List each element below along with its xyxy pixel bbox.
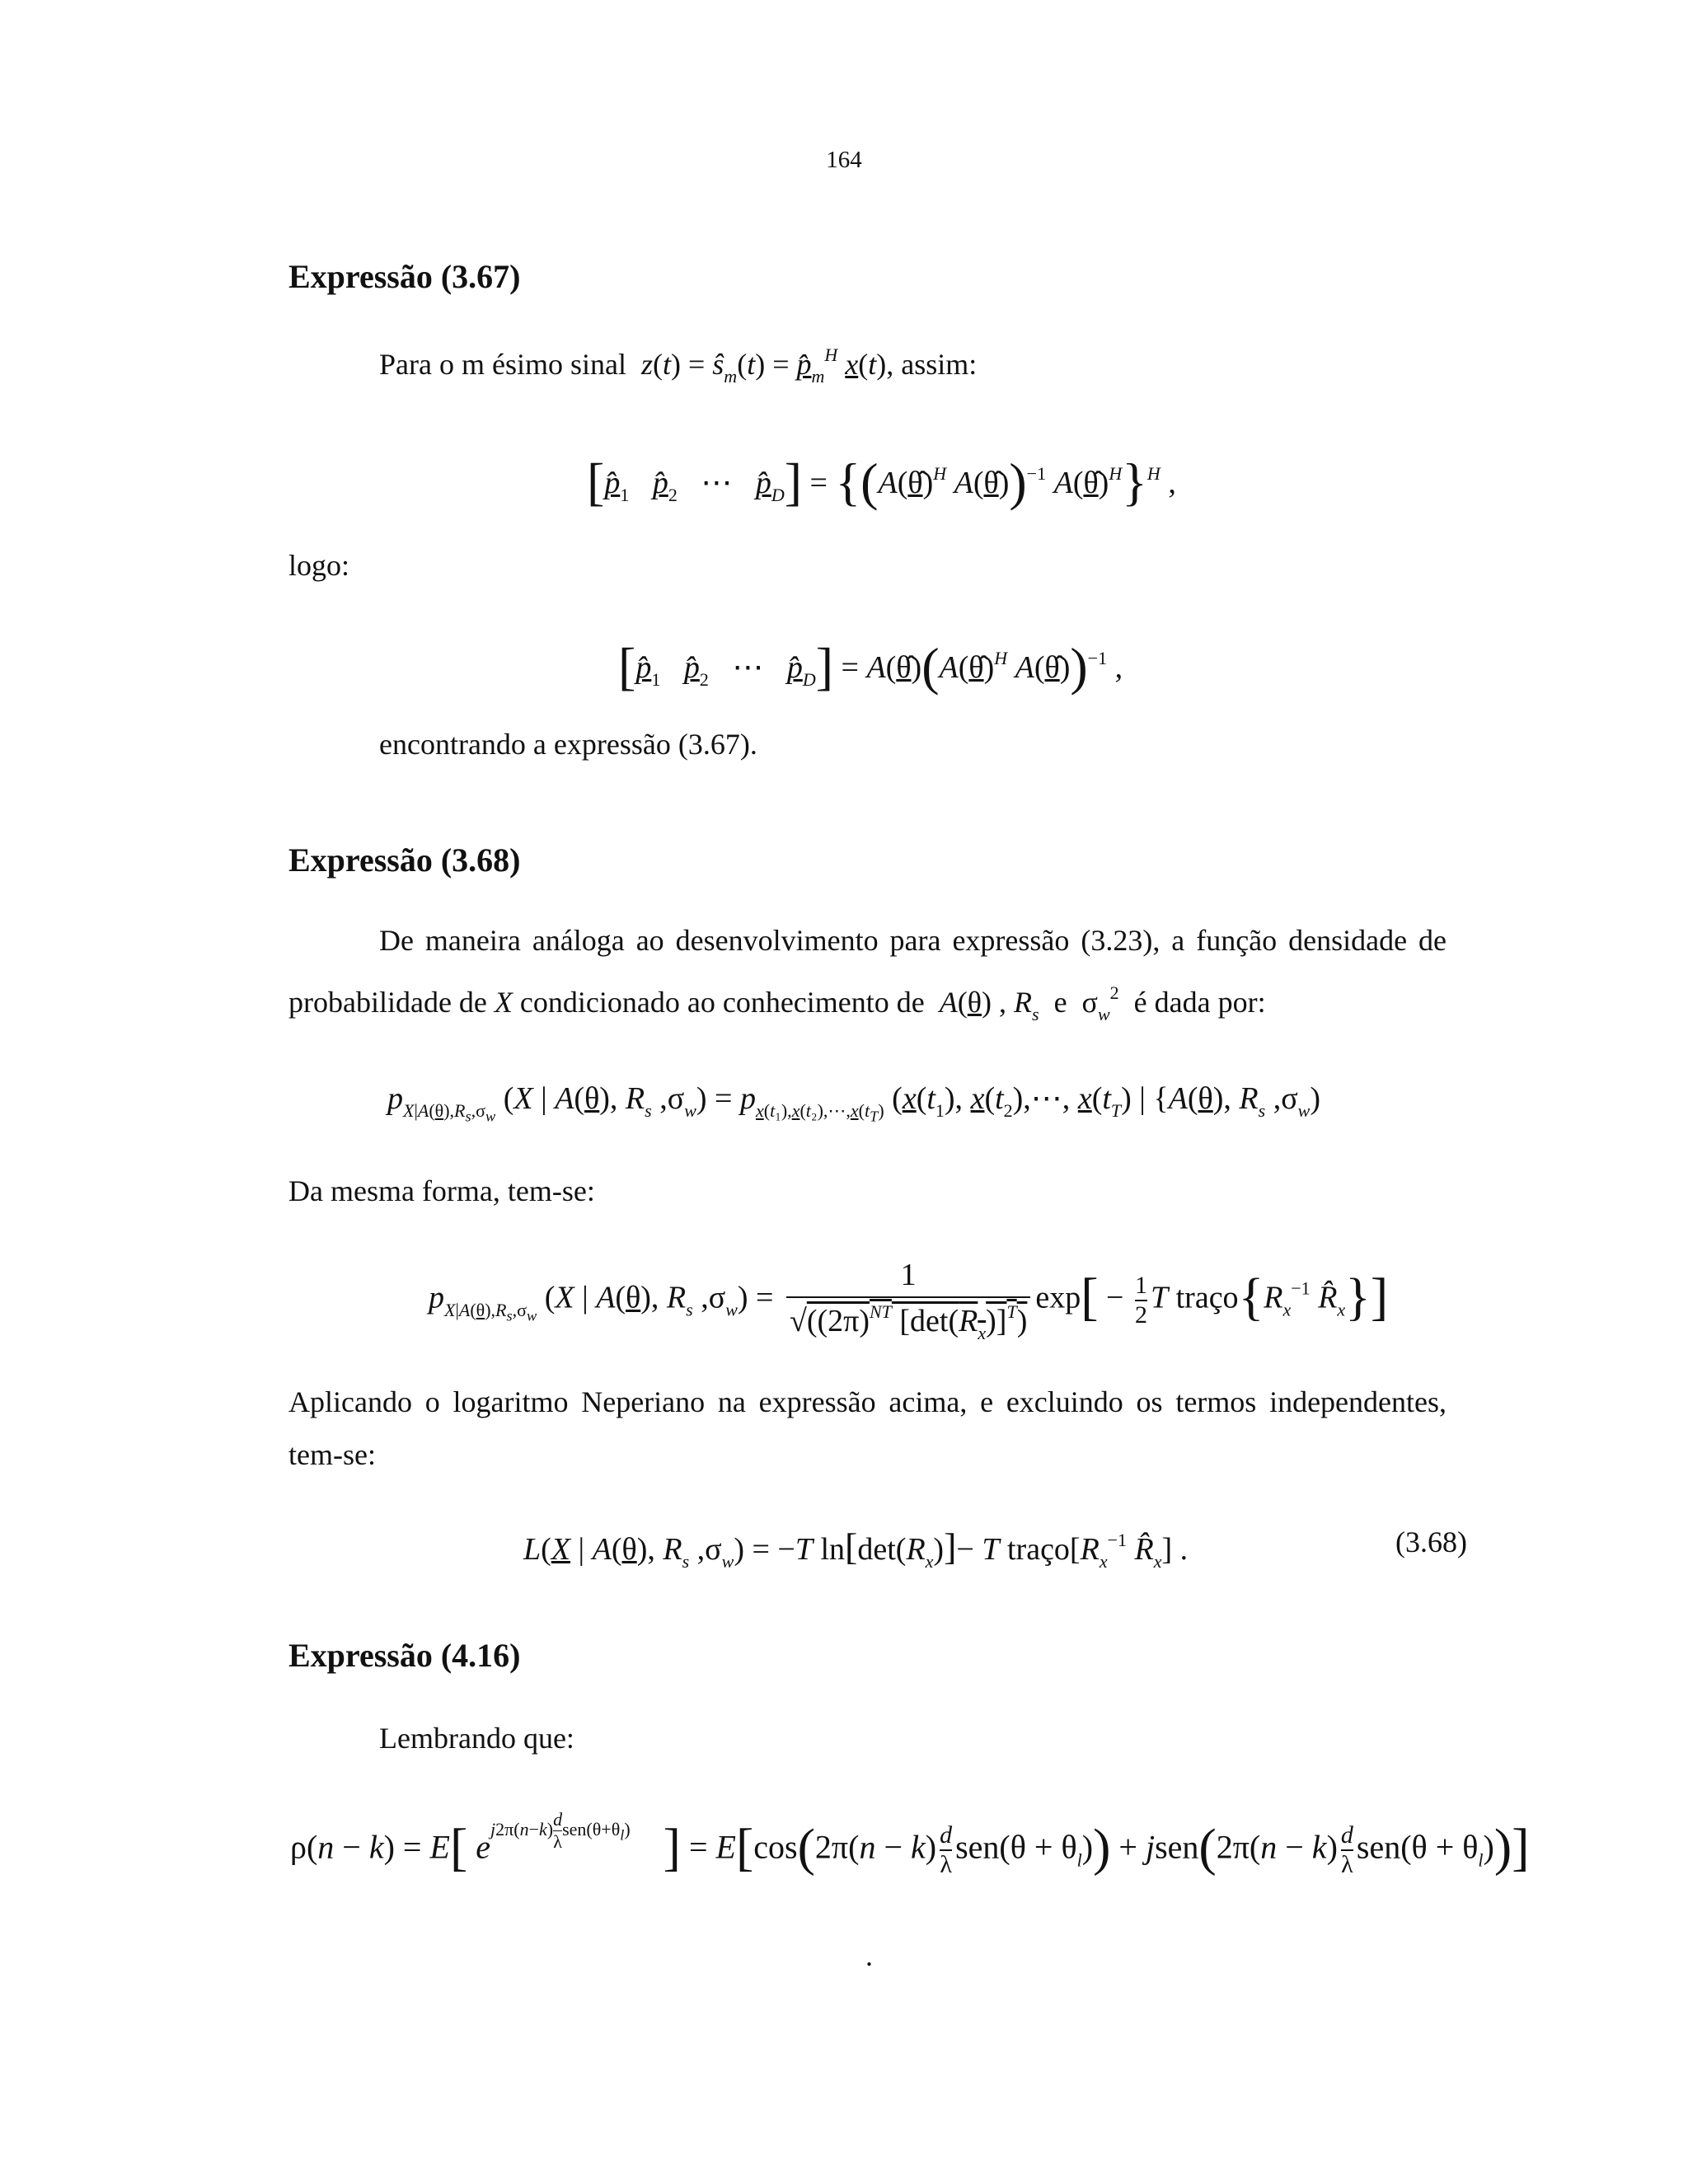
- closing-text: encontrando a expressão (3.67).: [379, 728, 757, 761]
- paragraph-para-o-m-esimo: [379, 344, 977, 387]
- equation-density-1: $p_{X|A(\theta),R_s,\sigma_w}$ (X | A(θ), $R_s$ $,\sigma_w) = p_{x(t_1),x(t_2),\cdots,x(t_T)}$ ($x(t_1)$, $x(t_2),\cdots$, $x(t_T)$ | {A(θ), $R_s$ $,\sigma_w$): [387, 1081, 1321, 1125]
- text-condicionado: condicionado ao conhecimento de: [519, 986, 925, 1019]
- conj-e: e: [1053, 986, 1067, 1019]
- intro-text: Para o m ésimo sinal: [379, 348, 626, 381]
- page-number: 164: [826, 147, 862, 173]
- aplicando-line-2: tem-se:: [288, 1438, 376, 1471]
- trailing-dot: .: [865, 1939, 873, 1972]
- aplicando-line-1: Aplicando o logaritmo Neperiano na expressão acima, e excluindo os termos independentes,: [288, 1385, 1447, 1418]
- equation-number-3-68: (3.68): [1395, 1526, 1467, 1558]
- text-dada-por: é dada por:: [1133, 986, 1266, 1019]
- var-x: X: [494, 986, 513, 1019]
- equation-log-likelihood: L(X | A(θ), $R_s$ $,\sigma_w) = -T$ $\ln[\det(R_x)]- T$ $traço[R_x^{-1}$ $R̂_x$] .: [523, 1526, 1189, 1572]
- equation-density-2: $p_{X|A(\theta),R_s,\sigma_w}$ (X | A(θ), $R_s$ $,\sigma_w$) = $\frac{1}{√((2\pi)^{NT} [\det(R_x)]^T)}$ exp[ − $\frac{1}{2}$ T $traço\{R_x^{-1}$ $R̂_x$}]: [429, 1258, 1389, 1343]
- section-heading-3-67: Expressão (3.67): [288, 258, 521, 295]
- lembrando-text: Lembrando que:: [379, 1722, 574, 1755]
- logo-text: logo:: [288, 549, 350, 582]
- equation-p-matrix-2: [$p̂_1$ $p̂_2$ ⋯ $p̂_D$] = A(θ̂)(A(θ̂)$^H$ A(θ̂))$^{-1}$ ,: [618, 637, 1123, 696]
- inline-math-conditions: A(θ) , $R_s$ e $\sigma_w^2$: [939, 982, 1119, 1024]
- equation-p-matrix-1: [$p̂_1$ $p̂_2$ ⋯ $p̂_D$] = {(A(θ̂)$^H$ A(θ̂))$^{-1}$ A(θ̂)$^H$}$^H$ ,: [587, 452, 1176, 511]
- inline-equation-z: $z(t) = ŝ_m(t)$ = $p̂_m^H$ x(t): [640, 344, 887, 387]
- paragraph-line-1: De maneira análoga ao desenvolvimento para expressão (3.23), a função densidade de: [379, 924, 1447, 957]
- equation-rho: ρ(n − k) = E[ $e^{j2\pi(n-k) \frac{d}{\lambda} sen(\theta+\theta_l)}$ ] = E[cos(2π(n − k) $\frac{d}{\lambda}$ $sen(\theta + \theta_l)$) + jsen(2π(n − k) $\frac{d}{\lambda}$ $sen(\theta + \theta_l)$)]: [290, 1809, 1530, 1879]
- section-heading-3-68: Expressão (3.68): [288, 841, 521, 879]
- text-probabilidade: probabilidade de: [288, 986, 487, 1019]
- da-mesma-text: Da mesma forma, tem-se:: [288, 1174, 595, 1207]
- section-heading-4-16: Expressão (4.16): [288, 1637, 521, 1674]
- intro-after-text: , assim:: [886, 348, 978, 381]
- paragraph-line-2: [288, 982, 1266, 1025]
